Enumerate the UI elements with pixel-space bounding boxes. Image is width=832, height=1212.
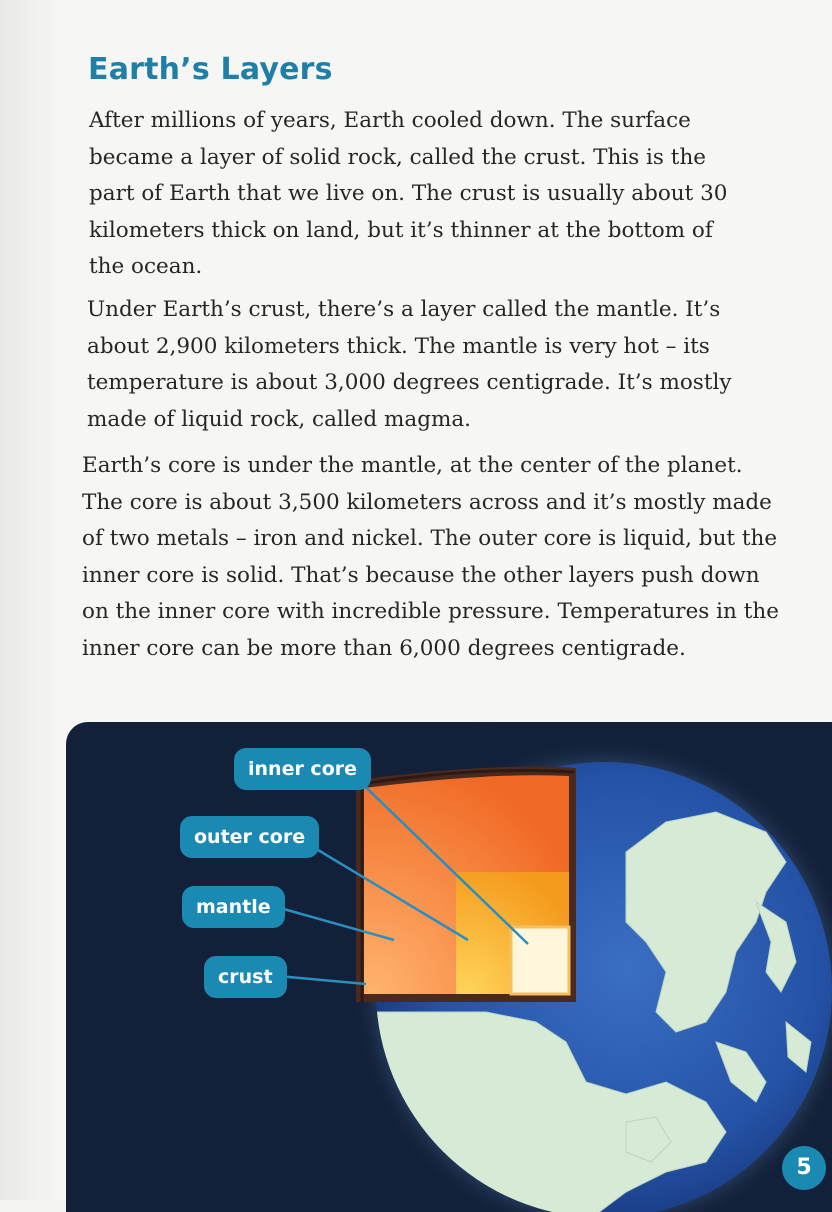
label-crust: crust (204, 956, 287, 998)
paragraph-crust: After millions of years, Earth cooled down. The surface became a layer of solid rock, called the crust. This is the part of Earth that we live on. The crust is usually about 30 kilometers thick on land, but it’s thinner at the bottom of the ocean. (89, 108, 728, 279)
label-inner-core: inner core (234, 748, 371, 790)
label-mantle: mantle (182, 886, 285, 928)
page-number: 5 (782, 1146, 826, 1190)
paragraph-mantle: Under Earth’s crust, there’s a layer called the mantle. It’s about 2,900 kilometers thick. The mantle is very hot – its temperature is about 3,000 degrees centigrade. It’s mostly made of liquid rock, called magma. (87, 297, 732, 432)
earth-cutaway-illustration (66, 722, 832, 1212)
paragraph-core: Earth’s core is under the mantle, at the center of the planet. The core is about 3,500 kilometers across and it’s mostly made of two metals – iron and nickel. The outer core is liquid, but the inner core is solid. That’s because the other layers push down on the inner core with incredible pressure. Temperatures in the inner core can be more than 6,000 degrees centigrade. (82, 453, 779, 661)
page-title: Earth’s Layers (88, 52, 333, 87)
label-outer-core: outer core (180, 816, 319, 858)
earth-layers-diagram (66, 722, 832, 1212)
